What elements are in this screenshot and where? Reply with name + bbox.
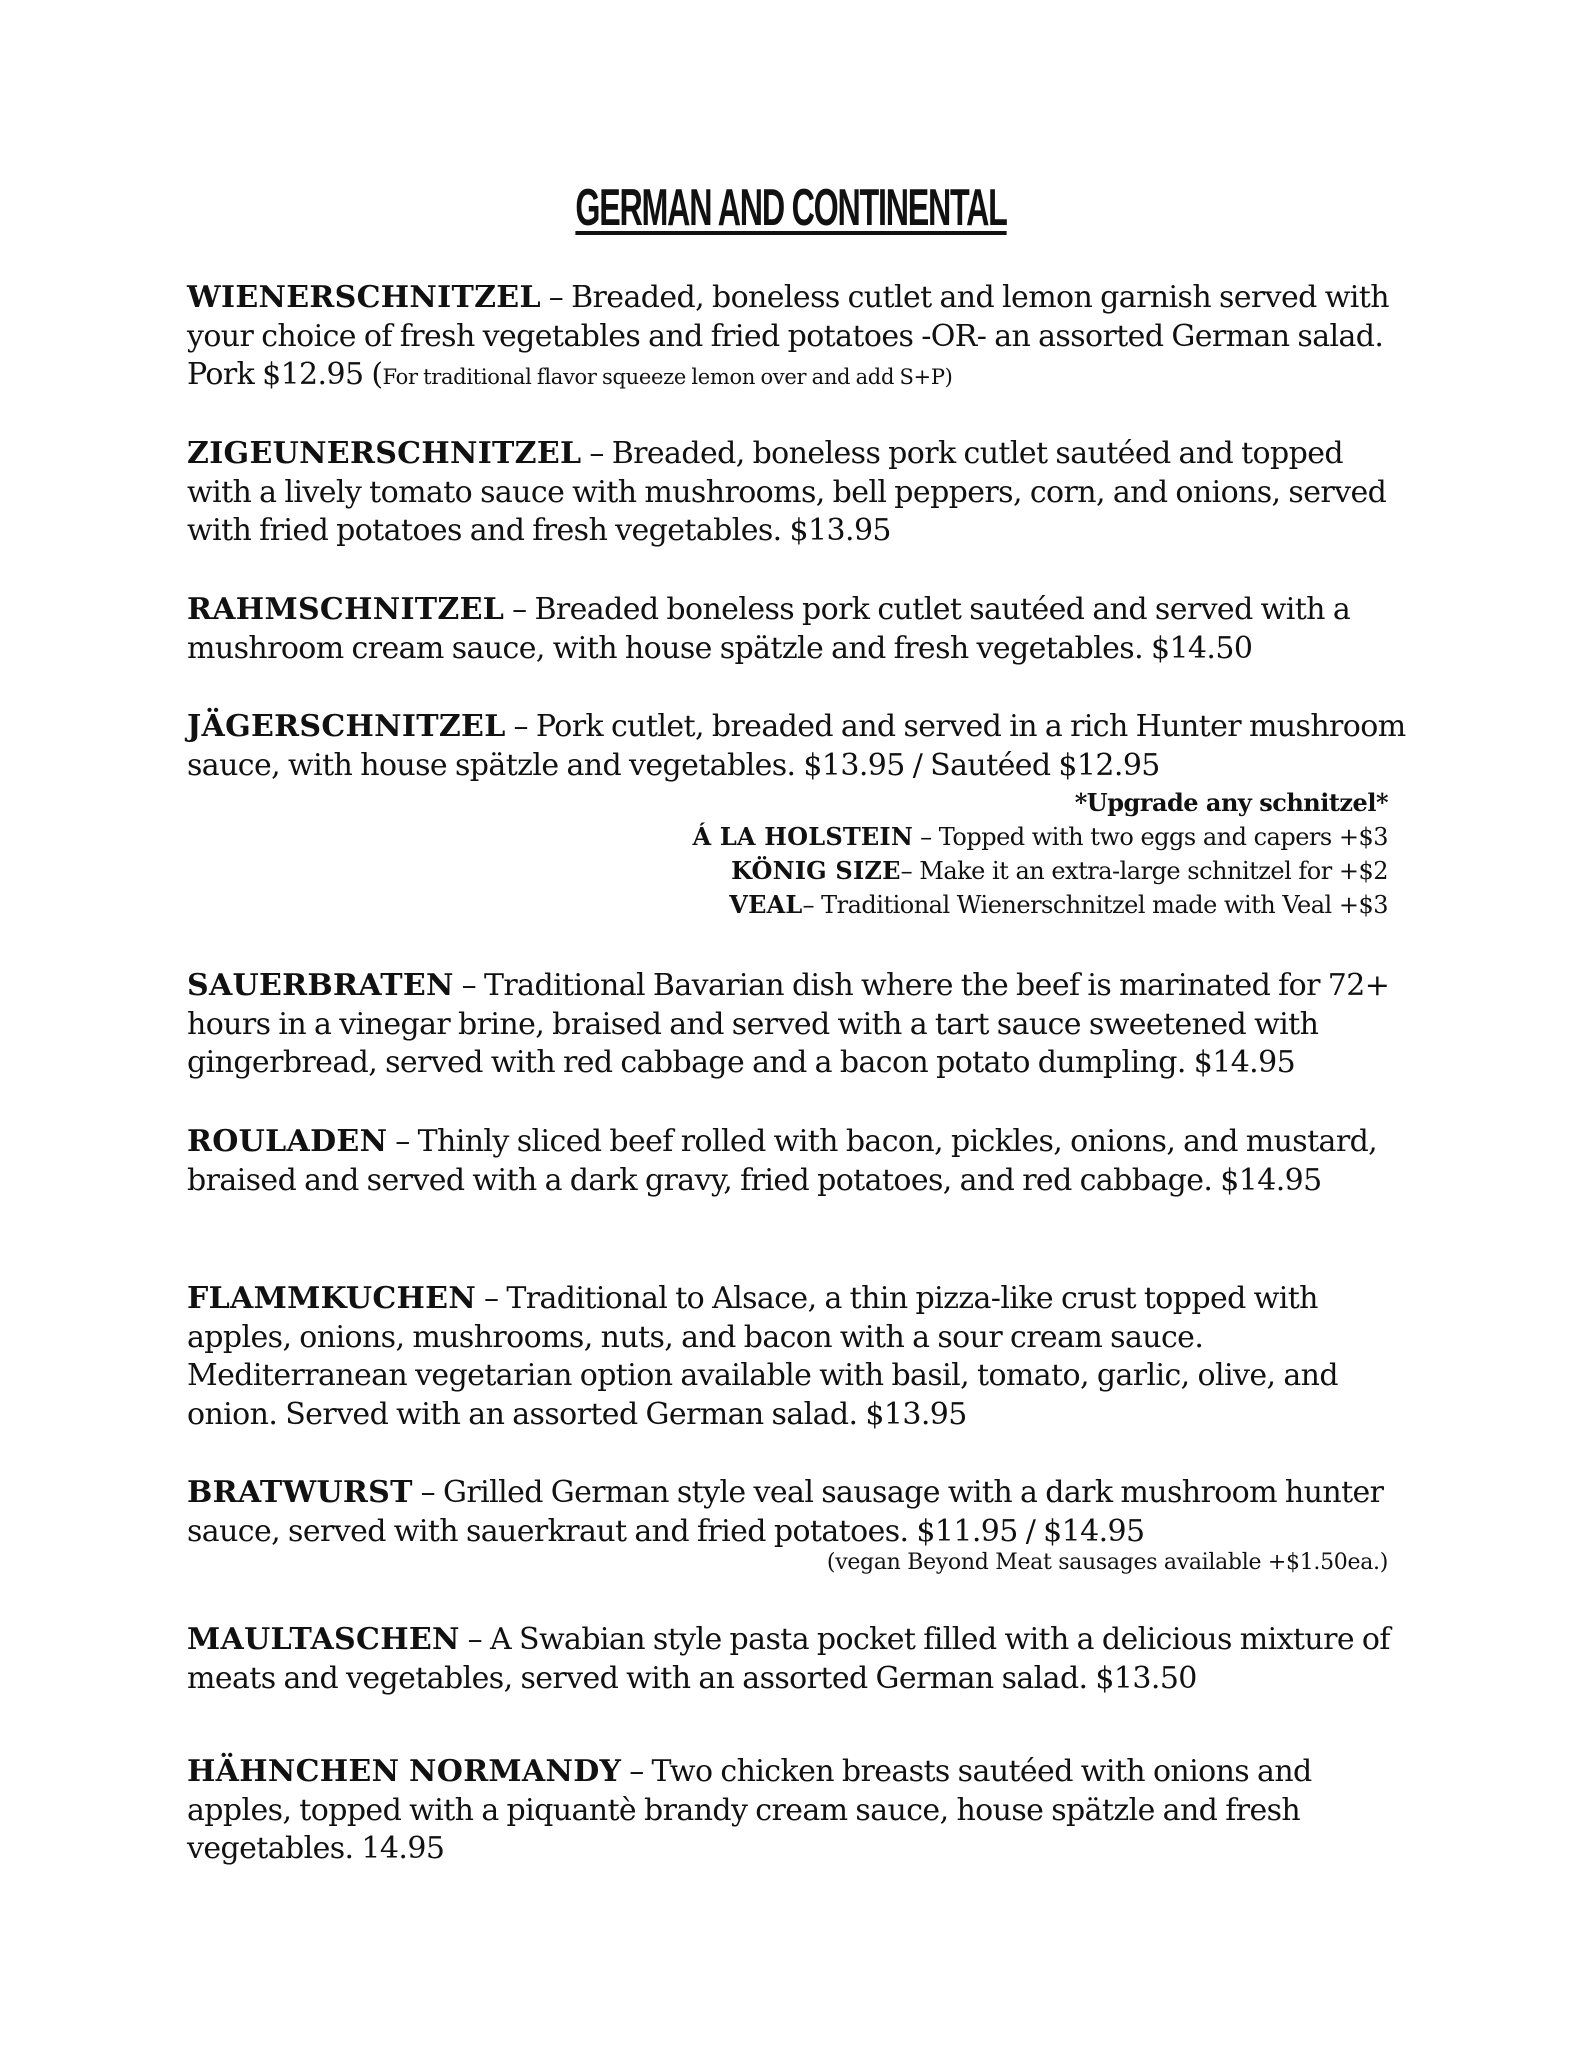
menu-item-sauerbraten [187, 967, 1407, 1083]
item-description: – Traditional to Alsace, a thin pizza-like crust topped with apples, onions, mushrooms, nuts, and bacon with a sour cream sauce. Mediterranean vegetarian option available with basil, tomato, garlic, olive, and onion. Served with an assorted German salad. $13.95 [187, 1281, 1338, 1432]
option-name: Á LA HOLSTEIN [692, 822, 913, 851]
upgrade-option-holstein [692, 820, 1388, 854]
item-description: – A Swabian style pasta pocket filled with a delicious mixture of meats and vegetables, served with an assorted German salad. $13.50 [187, 1622, 1390, 1696]
item-description: – Two chicken breasts sautéed with onions and apples, topped with a piquantè brandy cream sauce, house spätzle and fresh vegetables. 14.95 [187, 1754, 1312, 1866]
item-name: ROULADEN [187, 1124, 388, 1159]
menu-item-maultaschen [187, 1621, 1407, 1698]
option-name: VEAL [729, 890, 803, 919]
menu-item-bratwurst [187, 1474, 1407, 1551]
menu-item-jagerschnitzel [187, 708, 1407, 785]
option-description: – Traditional Wienerschnitzel made with Veal +$3 [802, 891, 1388, 919]
item-name: ZIGEUNERSCHNITZEL [187, 436, 582, 471]
option-description: – Make it an extra-large schnitzel for +$2 [900, 857, 1388, 885]
item-description: – Thinly sliced beef rolled with bacon, pickles, onions, and mustard, braised and served with a dark gravy, fried potatoes, and red cabbage. $14.95 [187, 1124, 1378, 1198]
item-description: – Breaded, boneless pork cutlet sautéed and topped with a lively tomato sauce with mushrooms, bell peppers, corn, and onions, served with fried potatoes and fresh vegetables. $13.95 [187, 436, 1387, 548]
item-description: – Breaded, boneless cutlet and lemon garnish served with your choice of fresh vegetables and fried potatoes -OR- an assorted German salad. Pork $12.95 ( [187, 280, 1389, 392]
item-name: WIENERSCHNITZEL [187, 280, 541, 315]
item-name: FLAMMKUCHEN [187, 1281, 477, 1316]
bratwurst-vegan-note: (vegan Beyond Meat sausages available +$1.50ea.) [826, 1550, 1388, 1575]
menu-item-wienerschnitzel [187, 279, 1407, 397]
item-note: For traditional flavor squeeze lemon over and add S+P) [382, 365, 953, 389]
option-name: KÖNIG SIZE [731, 856, 901, 885]
item-name: SAUERBRATEN [187, 968, 454, 1003]
item-description: – Breaded boneless pork cutlet sautéed and served with a mushroom cream sauce, with house spätzle and fresh vegetables. $14.50 [187, 592, 1351, 666]
option-description: – Topped with two eggs and capers +$3 [912, 823, 1388, 851]
menu-item-zigeunerschnitzel [187, 435, 1407, 551]
item-name: RAHMSCHNITZEL [187, 592, 505, 627]
item-name: HÄHNCHEN NORMANDY [187, 1754, 622, 1789]
schnitzel-upgrade-options [692, 786, 1388, 922]
item-description: – Pork cutlet, breaded and served in a rich Hunter mushroom sauce, with house spätzle and vegetables. $13.95 / Sautéed $12.95 [187, 709, 1406, 783]
item-description: – Grilled German style veal sausage with a dark mushroom hunter sauce, served with sauerkraut and fried potatoes. $11.95 / $14.95 [187, 1475, 1384, 1549]
upgrade-option-konig-size [692, 854, 1388, 888]
upgrade-heading: *Upgrade any schnitzel* [1074, 788, 1388, 817]
menu-item-rahmschnitzel [187, 591, 1407, 668]
item-description: – Traditional Bavarian dish where the beef is marinated for 72+ hours in a vinegar brine, braised and served with a tart sauce sweetened with gingerbread, served with red cabbage and a bacon potato dumpling. $14.95 [187, 968, 1390, 1080]
menu-item-hahnchen-normandy [187, 1753, 1407, 1869]
item-name: JÄGERSCHNITZEL [187, 709, 506, 744]
page-title: GERMAN AND CONTINENTAL [575, 179, 1007, 237]
menu-item-flammkuchen [187, 1280, 1407, 1434]
upgrade-option-veal [692, 888, 1388, 922]
menu-item-rouladen [187, 1123, 1407, 1200]
item-name: BRATWURST [187, 1475, 413, 1510]
item-name: MAULTASCHEN [187, 1622, 460, 1657]
